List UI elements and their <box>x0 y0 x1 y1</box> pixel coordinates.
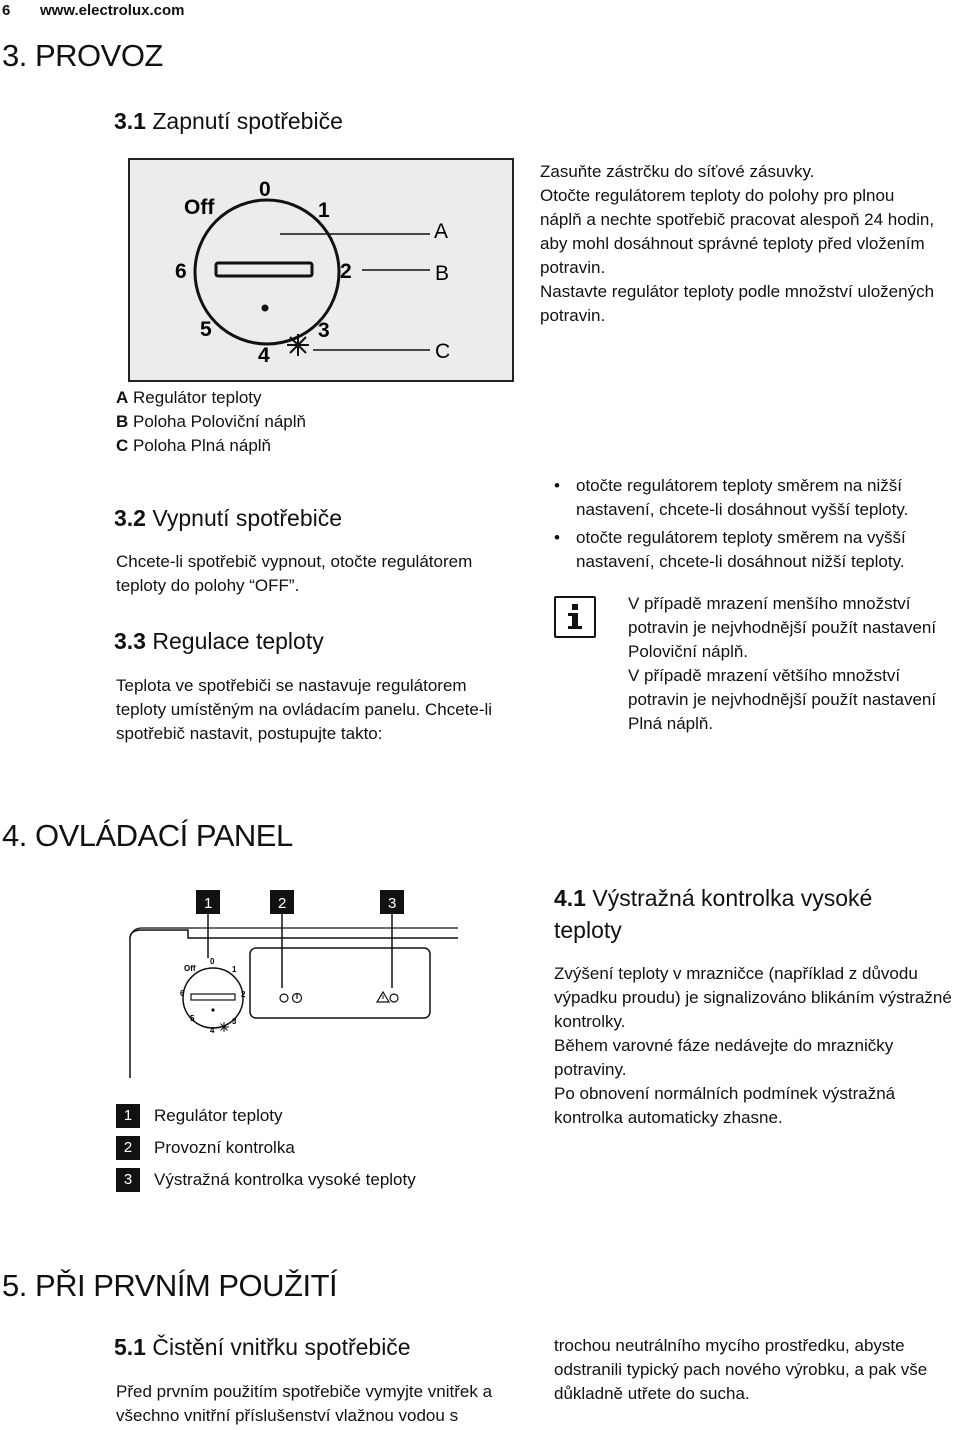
legend-item <box>116 386 306 410</box>
legend-item <box>116 410 306 434</box>
dial-label-off: Off <box>184 196 215 219</box>
section-5-1-text-left: Před prvním použitím spotřebiče vymyjte vnitřek a všechno vnitřní příslušenství vlažnou vodou s <box>116 1382 493 1425</box>
dial-callout-c: C <box>435 340 451 363</box>
dial-label-6: 6 <box>175 260 187 283</box>
bullet-item: • otočte regulátorem teploty směrem na nižší nastavení, chcete-li dosáhnout vyšší teploty. <box>554 474 944 522</box>
paragraph: Otočte regulátorem teploty do polohy pro plnou náplň a nechte spotřebič pracovat alespoň 24 hodin, aby mohl dosáhnout správné teploty před vložením potravin. <box>540 186 935 277</box>
mini-dial-1: 1 <box>232 965 237 974</box>
section-number: 4.1 <box>554 885 586 911</box>
control-panel-figure <box>128 888 458 1088</box>
info-note <box>628 592 948 736</box>
section-3-3-text: Teplota ve spotřebiči se nastavuje regulátorem teploty umístěným na ovládacím panelu. Chcete-li spotřebič nastavit, postupujte takto: <box>116 676 493 743</box>
paragraph: V případě mrazení menšího množství potravin je nejvhodnější použít nastavení Poloviční náplň. <box>628 594 937 661</box>
paragraph: Zvýšení teploty v mrazničce (například z důvodu výpadku proudu) je signalizováno blikáním výstražné kontrolky. <box>554 964 952 1031</box>
dial-callout-b: B <box>435 262 450 285</box>
section-4-1-heading <box>554 882 914 946</box>
caption-text: Výstražná kontrolka vysoké teploty <box>154 1170 416 1189</box>
section-3-1-text <box>540 160 940 328</box>
section-number: 3.2 <box>114 505 146 531</box>
mini-dial-4: 4 <box>210 1026 215 1035</box>
legend-text: Poloha Plná náplň <box>128 436 272 455</box>
caption-item <box>116 1132 416 1164</box>
legend-letter: B <box>116 412 129 431</box>
info-glyph <box>556 598 594 636</box>
mini-dial-2: 2 <box>241 990 246 999</box>
dial-callout-a: A <box>434 220 449 243</box>
caption-number: 3 <box>116 1168 140 1192</box>
section-title: Vypnutí spotřebiče <box>145 505 343 531</box>
dial-label-2: 2 <box>340 260 352 283</box>
dial-label-1: 1 <box>318 199 330 222</box>
mini-dial-off: Off <box>184 964 196 973</box>
bullet-item: • otočte regulátorem teploty směrem na vyšší nastavení, chcete-li dosáhnout nižší teploty. <box>554 526 944 574</box>
dial-label-5: 5 <box>200 318 212 341</box>
paragraph: Zasuňte zástrčku do síťové zásuvky. <box>540 162 815 181</box>
caption-item <box>116 1100 416 1132</box>
section-title: Výstražná kontrolka vysoké teploty <box>554 885 873 943</box>
callout-2: 2 <box>278 895 287 912</box>
section-3-title: 3. PROVOZ <box>2 38 163 73</box>
site-url: www.electrolux.com <box>40 2 185 19</box>
dial-legend <box>116 386 306 458</box>
dial-drawing <box>130 160 512 380</box>
section-title: Zapnutí spotřebiče <box>145 108 343 134</box>
section-5-title: 5. PŘI PRVNÍM POUŽITÍ <box>2 1268 338 1303</box>
section-number: 5.1 <box>114 1334 146 1360</box>
section-3-3-heading <box>114 628 324 655</box>
callout-3: 3 <box>388 895 397 912</box>
paragraph: Nastavte regulátor teploty podle množství uložených potravin. <box>540 282 935 325</box>
dial-label-3: 3 <box>318 319 330 342</box>
section-3-2-text: Chcete-li spotřebič vypnout, otočte regulátorem teploty do polohy “OFF”. <box>116 552 473 595</box>
section-title: Čistění vnitřku spotřebiče <box>145 1334 411 1360</box>
dial-label-0: 0 <box>259 178 271 201</box>
info-icon <box>554 596 596 638</box>
mini-dial-0: 0 <box>210 957 215 966</box>
section-title: Regulace teploty <box>145 628 324 654</box>
mini-dial-3: 3 <box>232 1017 237 1026</box>
thermostat-dial-figure <box>128 158 514 382</box>
section-3-2-heading <box>114 505 342 532</box>
section-3-1-heading <box>114 108 343 135</box>
section-5-1-text-right: trochou neutrálního mycího prostředku, abyste odstranili typický pach nového výrobku, a pak vše důkladně utřete do sucha. <box>554 1336 928 1403</box>
section-number: 3.1 <box>114 108 146 134</box>
callout-1: 1 <box>204 895 213 912</box>
caption-number: 2 <box>116 1136 140 1160</box>
caption-item <box>116 1164 416 1196</box>
legend-letter: A <box>116 388 129 407</box>
page-number: 6 <box>2 2 11 19</box>
legend-letter: C <box>116 436 129 455</box>
section-number: 3.3 <box>114 628 146 654</box>
legend-text: Poloha Poloviční náplň <box>128 412 306 431</box>
section-5-1-heading <box>114 1334 411 1361</box>
caption-text: Provozní kontrolka <box>154 1138 295 1157</box>
temperature-bullets <box>554 474 944 578</box>
caption-text: Regulátor teploty <box>154 1106 283 1125</box>
section-4-1-text <box>554 962 952 1130</box>
dial-label-4: 4 <box>258 344 270 367</box>
legend-text: Regulátor teploty <box>128 388 262 407</box>
caption-number: 1 <box>116 1104 140 1128</box>
section-4-title: 4. OVLÁDACÍ PANEL <box>2 818 293 853</box>
mini-dial-5: 5 <box>190 1014 195 1023</box>
panel-captions <box>116 1100 416 1196</box>
control-panel-drawing <box>128 888 458 1088</box>
paragraph: Během varovné fáze nedávejte do mrazničky potraviny. <box>554 1036 894 1079</box>
legend-item <box>116 434 306 458</box>
mini-dial-6: 6 <box>180 989 185 998</box>
paragraph: V případě mrazení většího množství potravin je nejvhodnější použít nastavení Plná náplň. <box>628 666 937 733</box>
paragraph: Po obnovení normálních podmínek výstražná kontrolka automaticky zhasne. <box>554 1084 896 1127</box>
